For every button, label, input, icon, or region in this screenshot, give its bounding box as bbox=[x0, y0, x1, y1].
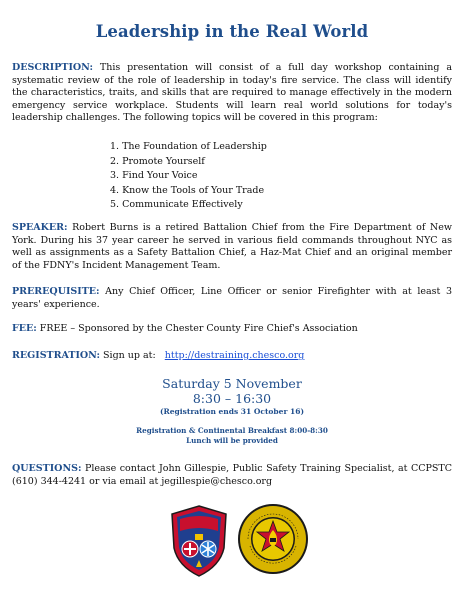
registration-text: Sign up at: bbox=[100, 350, 165, 361]
lunch-note: Lunch will be provided bbox=[186, 436, 278, 445]
event-time: 8:30 – 16:30 bbox=[192, 391, 272, 406]
list-item: 1. The Foundation of Leadership bbox=[110, 141, 267, 152]
list-item: 5. Communicate Effectively bbox=[110, 199, 243, 210]
prerequisite-label: PREREQUISITE: bbox=[12, 286, 100, 297]
description-label: DESCRIPTION: bbox=[12, 62, 94, 73]
page-title: Leadership in the Real World bbox=[95, 22, 369, 41]
list-item: 3. Find Your Voice bbox=[110, 170, 198, 181]
list-item: 2. Promote Yourself bbox=[110, 155, 205, 167]
fire-chiefs-association-logo bbox=[236, 502, 310, 576]
fee-label: FEE: bbox=[12, 323, 37, 334]
speaker-text: Robert Burns is a retired Battalion Chief from the Fire Department of New York. During his 37 year career he served in various field commands throughout NYC as well as assignments as a Safety Battalion Chief, a Haz-Mat Chief and an original member of the FDNY's Incident Management Team. bbox=[12, 222, 452, 271]
logos-row bbox=[0, 500, 464, 590]
description-text: This presentation will consist of a full day workshop containing a systematic review of the role of leadership in today's fire service. The class will identify the characteristics, traits, and skills that are required to manage effectively in the modern emergency service workplace. Students will learn real world solutions for today's leadership challenges. The following topics will be covered in this program: bbox=[12, 62, 452, 124]
registration-link[interactable]: http://destraining.chesco.org bbox=[164, 350, 305, 361]
fee-text: FREE – Sponsored by the Chester County Fire Chief's Association bbox=[36, 323, 358, 334]
questions-label: QUESTIONS: bbox=[12, 463, 82, 474]
breakfast-note: Registration & Continental Breakfast 8:00-8:30 bbox=[136, 426, 328, 435]
public-safety-training-logo bbox=[168, 504, 230, 578]
prerequisite-text: Any Chief Officer, Line Officer or senior Firefighter with at least 3 years' experience. bbox=[12, 286, 452, 310]
fee-paragraph bbox=[12, 323, 452, 336]
speaker-label: SPEAKER: bbox=[12, 222, 68, 233]
event-date: Saturday 5 November bbox=[162, 376, 302, 391]
registration-label: REGISTRATION: bbox=[12, 350, 101, 361]
questions-paragraph bbox=[12, 463, 452, 488]
speaker-paragraph bbox=[12, 222, 452, 272]
topics-list bbox=[110, 140, 267, 213]
registration-deadline: (Registration ends 31 October 16) bbox=[159, 407, 304, 416]
description-paragraph bbox=[12, 62, 452, 125]
list-item: 4. Know the Tools of Your Trade bbox=[110, 184, 265, 196]
registration-paragraph bbox=[12, 350, 452, 363]
questions-text: Please contact John Gillespie, Public Safety Training Specialist, at CCPSTC (610) 344-4241 or via email at jegillespie@chesco.org bbox=[12, 463, 452, 487]
prerequisite-paragraph bbox=[12, 286, 452, 311]
